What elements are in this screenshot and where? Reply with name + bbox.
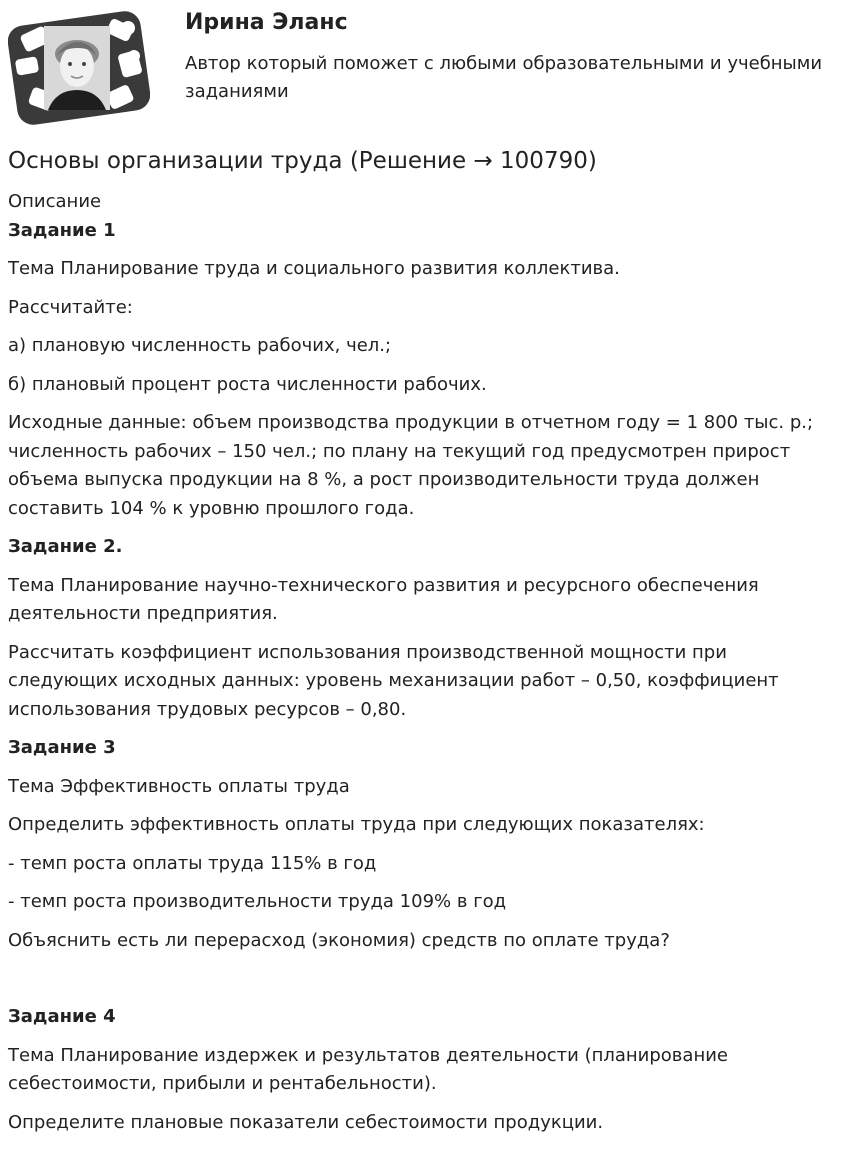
task-paragraph: Рассчитайте: <box>8 296 133 318</box>
author-avatar[interactable] <box>8 8 150 128</box>
description-content <box>8 188 838 1147</box>
author-header <box>0 0 847 135</box>
task-paragraph: Тема Планирование издержек и результатов деятельности (планирование себестоимости, прибыли и рентабельности). <box>8 1044 728 1094</box>
task-paragraph: Объяснить есть ли перерасход (экономия) средств по оплате труда? <box>8 929 670 951</box>
task-heading: Задание 1 <box>8 219 116 241</box>
description-label: Описание <box>8 191 102 212</box>
author-description: Автор который поможет с любыми образовательными и учебными заданиями <box>185 53 823 102</box>
task-paragraph: Рассчитать коэффициент использования производственной мощности при следующих исходных данных: уровень механизации работ – 0,50, коэффициент использования трудовых ресурсов – 0,80. <box>8 641 779 720</box>
task-paragraph: Определить эффективность оплаты труда при следующих показателях: <box>8 814 705 835</box>
author-name[interactable]: Ирина Эланс <box>185 10 348 35</box>
task-paragraph: - темп роста оплаты труда 115% в год <box>8 852 377 874</box>
author-photo <box>44 26 110 110</box>
page-title: Основы организации труда (Решение → 100790) <box>8 148 597 174</box>
task-heading: Задание 4 <box>8 1006 116 1027</box>
task-heading: Задание 2. <box>8 536 123 557</box>
task-paragraph: Определите плановые показатели себестоимости продукции. <box>8 1111 604 1133</box>
task-paragraph: Тема Эффективность оплаты труда <box>8 775 350 797</box>
task-paragraph: б) плановый процент роста численности рабочих. <box>8 373 487 395</box>
task-paragraph: - темп роста производительности труда 109% в год <box>8 891 507 912</box>
task-paragraph: а) плановую численность рабочих, чел.; <box>8 335 392 356</box>
task-paragraph: Тема Планирование труда и социального развития коллектива. <box>8 258 620 279</box>
task-paragraph: Исходные данные: объем производства продукции в отчетном году = 1 800 тыс. р.; численность рабочих – 150 чел.; по плану на текущий год предусмотрен прирост объема выпуска продукции на 8 %, а рост производительности труда должен составить 104 % к уровню прошлого года. <box>8 412 814 519</box>
spacer <box>8 965 838 1003</box>
task-paragraph: Тема Планирование научно-технического развития и ресурсного обеспечения деятельности предприятия. <box>8 574 759 624</box>
task-heading: Задание 3 <box>8 737 116 758</box>
